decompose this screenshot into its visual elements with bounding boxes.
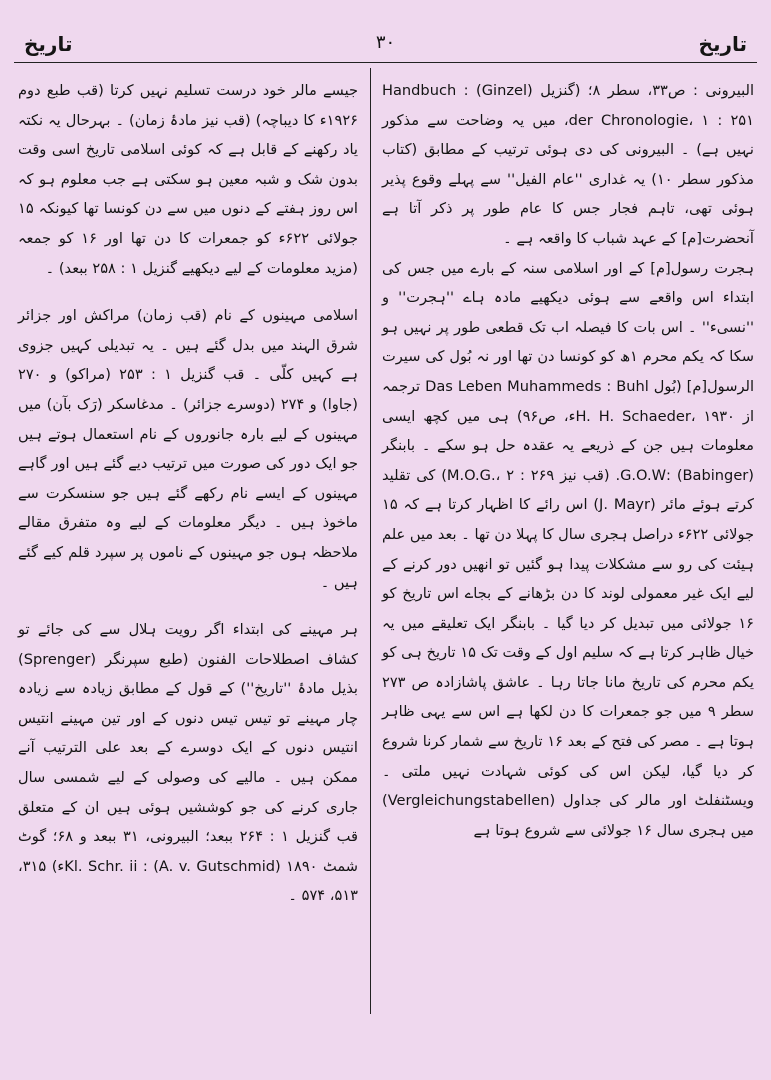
page-header — [14, 28, 757, 63]
paragraph-gap — [18, 283, 358, 301]
paragraph-gap — [18, 597, 358, 615]
left-paragraph-2: اسلامی مہینوں کے نام (قب زمان) مراکش اور جزائر شرق الہند میں بدل گئے ہیں ۔ یہ تبدیلی کہیں جزوی ہے کہیں کلّی ۔ قب گنزیل ۱ : ۲۵۳ (مراکو) و ۲۷۰ (جاوا) و ۲۷۴ (دوسرے جزائر) ۔ مدغاسکر (رَک بآن) میں مہینوں کے لیے بارہ جانوروں کے نام استعمال ہوتے ہیں جو ایک دور کی صورت میں ترتیب دیے گئے ہیں اور گاہے مہینوں کے ایسے نام رکھے گئے ہیں جو سنسکرت سے ماخوذ ہیں ۔ دیگر معلومات کے لیے وہ متفرق مقالے ملاحظہ ہوں جو مہینوں کے ناموں پر سپرد قلم کیے گئے ہیں ۔ — [18, 307, 359, 591]
right-paragraph-1: البیرونی : ص۳۳، سطر ۸؛ (گنزیل (Ginzel) : Handbuch der Chronologie، ۱ : ۲۵۱، میں یہ وضاحت سے مذکور نہیں ہے) ۔ البیرونی کی دی ہوئی ترتیب کے مطابق (کتاب مذکور سطر ۱۰) یہ غداری ''عام الفیل'' سے پہلے وقوع پذیر ہوئی تھی، تاہم فجار جس کا عام طور پر ذکر آتا ہے آنحضرت[م] کے عہد شباب کا واقعہ ہے ۔ — [382, 82, 754, 247]
column-divider — [370, 68, 371, 1014]
right-column — [382, 76, 754, 845]
running-title-left: تاریخ — [24, 32, 73, 56]
running-title-right: تاریخ — [698, 32, 747, 56]
left-column — [18, 76, 358, 911]
page-number: ۳۰ — [375, 32, 396, 53]
right-paragraph-2: ہجرت رسول[م] کے اور اسلامی سنہ کے بارے میں جس کی ابتداء اس واقعے سے ہوئی دیکھیے مادہ ہاے ''ہجرت'' و ''نسیء'' ۔ اس بات کا فیصلہ اب تک قطعی طور پر نہیں ہو سکا کہ یکم محرم ۱ھ کو کونسا دن تھا اور نہ بُول کی سیرت الرسول[م] (بُول Das Leben Muhammeds : Buhl ترجمہ از H. H. Schaeder، ۱۹۳۰ء، ص۹۶) ہی میں کچھ ایسی معلومات ہیں جن کے ذریعے یہ عقدہ حل ہو سکے ۔ بابنگر (Babinger) :G.O.W. (قب نیز M.O.G.، ۲ : ۲۶۹) کی تقلید کرتے ہوئے مائر (J. Mayr) اس رائے کا اظہار کرتا ہے کہ ۱۵ جولائی ۶۲۲ء دراصل ہجری سال کا پہلا دن تھا ۔ بعد میں علم ہیئت کی رو سے مشکلات پیدا ہو گئیں تو انھیں دور کرنے کے لیے ایک غیر معمولی لوند کا دن بڑھانے کے بجاے اس تاریخ کو ۱۶ جولائی میں تبدیل کر دیا گیا ۔ بابنگر ایک تعلیقے میں یہ خیال ظاہر کرتا ہے کہ سلیم اول کے وقت تک ۱۵ تاریخ ہی کو یکم محرم کی تاریخ مانا جاتا رہا ۔ عاشق پاشازادہ ص ۲۷۳ سطر ۹ میں جو جمعرات کا دن لکھا ہے اس سے یہی ظاہر ہوتا ہے ۔ مصر کی فتح کے بعد ۱۶ تاریخ سے شمار کرنا شروع کر دیا گیا، لیکن اس کی کوئی شہادت نہیں ملتی ۔ ویسٹنفلٹ اور مالر کی جداول (Vergleichungstabellen) میں ہجری سال ۱۶ جولائی سے شروع ہوتا ہے — [382, 259, 755, 839]
left-paragraph-1: جیسے مالر خود درست تسلیم نہیں کرتا (قب طبع دوم ۱۹۲۶ء کا دیباچہ) (قب نیز مادۂ زمان) ۔ بہرحال یہ نکتہ یاد رکھنے کے قابل ہے کہ کوئی اسلامی تاریخ اسی وقت بدون شک و شبہ معین ہو سکتی ہے جب معلوم ہو کہ اس روز ہفتے کے دنوں میں سے دن کونسا تھا کیونکہ ۱۵ جولائی ۶۲۲ء کو جمعرات کا دن تھا اور ۱۶ کو جمعہ (مزید معلومات کے لیے دیکھیے گنزیل ۱ : ۲۵۸ ببعد) ۔ — [18, 82, 358, 277]
left-paragraph-3: ہر مہینے کی ابتداء اگر رویت ہلال سے کی جائے تو کشاف اصطلاحات الفنون (طبع سپرنگر (Sprenger) بذیل مادۂ ''تاریخ'') کے قول کے مطابق زیادہ سے زیادہ چار مہینے تو تیس تیس دنوں کے اور تین مہینے انتیس انتیس دنوں کے ایک دوسرے کے بعد علی الترتیب آنے ممکن ہیں ۔ مالیے کی وصولی کے لیے شمسی سال جاری کرنے کی جو کوششیں ہوئی ہیں ان کے متعلق قب گنزیل ۱ : ۲۶۴ ببعد؛ البیرونی، ۳۱ ببعد و ۶۸؛ گوٹ شمٹ Kl. Schr. ii : (A. v. Gutschmid) ۱۸۹۰ء) ۳۱۵، ۵۱۳، ۵۷۴ ۔ — [18, 621, 358, 905]
